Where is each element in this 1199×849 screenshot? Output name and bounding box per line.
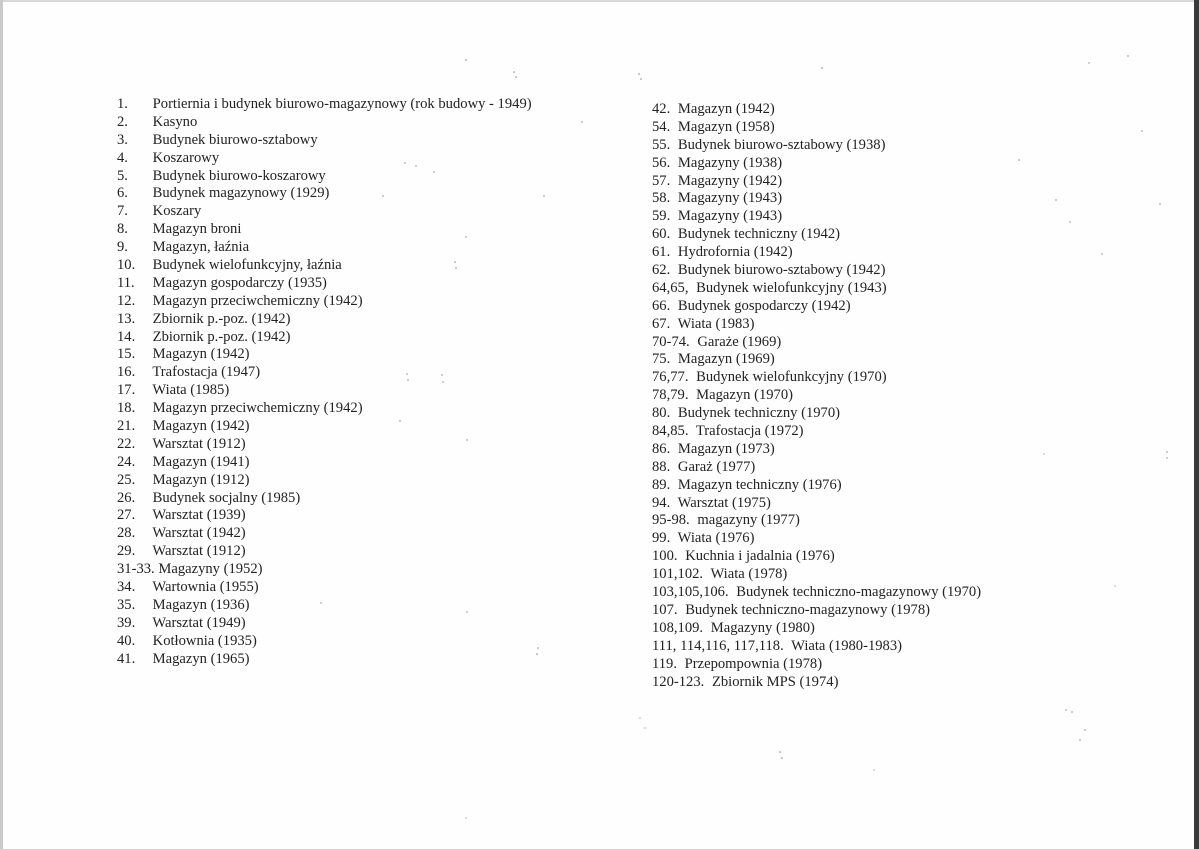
list-item (652, 119, 1032, 137)
list-item (117, 418, 597, 436)
item-description: Magazyny (1943) (677, 208, 783, 225)
list-item (652, 405, 1032, 423)
item-description: Magazyny (1943) (677, 190, 783, 207)
item-number: 17. (117, 382, 136, 399)
list-item (117, 525, 597, 543)
item-description: Budynek biurowo-koszarowy (152, 167, 326, 184)
list-item (652, 190, 1032, 208)
item-number: 107. (652, 601, 678, 618)
item-number: 2. (117, 113, 128, 130)
list-item (652, 423, 1032, 441)
item-description: Magazyn (1965) (152, 650, 250, 667)
item-number: 40. (117, 632, 136, 649)
item-description: Budynek magazynowy (1929) (152, 185, 330, 202)
item-description: Kuchnia i jadalnia (1976) (685, 548, 835, 565)
item-description: Magazyn (1912) (152, 471, 250, 488)
item-number: 9. (117, 239, 128, 256)
item-description: Wiata (1983) (677, 315, 755, 332)
list-item (652, 602, 1032, 620)
item-number: 103,105,106. (652, 584, 729, 601)
list-item (652, 548, 1032, 566)
item-description: Budynek wielofunkcyjny (1970) (696, 369, 887, 386)
item-description: Warsztat (1912) (152, 543, 246, 560)
building-list-left (117, 96, 597, 669)
list-item (117, 364, 597, 382)
item-description: Warsztat (1939) (152, 507, 246, 524)
item-description: Magazyn gospodarczy (1935) (152, 274, 327, 291)
item-description: Wiata (1985) (152, 382, 230, 399)
item-description: Hydrofornia (1942) (677, 244, 793, 261)
item-description: Magazyn (1936) (152, 596, 250, 613)
list-item (117, 579, 597, 597)
list-item (117, 221, 597, 239)
item-number: 64,65, (652, 279, 689, 296)
item-description: Wartownia (1955) (152, 579, 259, 596)
list-item (117, 150, 597, 168)
item-description: Magazyny (1942) (677, 172, 783, 189)
list-item (117, 472, 597, 490)
item-number: 25. (117, 471, 136, 488)
item-number: 35. (117, 596, 136, 613)
list-item (117, 543, 597, 561)
item-number: 12. (117, 292, 136, 309)
list-item (652, 656, 1032, 674)
item-number: 31-33. (117, 561, 155, 578)
list-item (652, 674, 1032, 692)
item-number: 88. (652, 458, 671, 475)
item-number: 111, 114,116, 117,118. (652, 637, 784, 654)
list-item (652, 334, 1032, 352)
item-number: 94. (652, 494, 671, 511)
item-number: 61. (652, 244, 671, 261)
list-item (652, 351, 1032, 369)
item-number: 99. (652, 530, 671, 547)
item-number: 27. (117, 507, 136, 524)
list-item (652, 137, 1032, 155)
item-number: 29. (117, 543, 136, 560)
item-description: Wiata (1976) (677, 530, 755, 547)
list-item (117, 346, 597, 364)
list-item (117, 96, 597, 114)
list-item (652, 584, 1032, 602)
item-description: Budynek wielofunkcyjny, łaźnia (152, 257, 342, 274)
item-description: Magazyn broni (152, 221, 242, 238)
item-description: Portiernia i budynek biurowo-magazynowy (rok budowy - 1949) (152, 96, 532, 112)
item-number: 18. (117, 400, 136, 417)
item-number: 70-74. (652, 333, 690, 350)
list-item (652, 101, 1032, 119)
item-description: Warsztat (1949) (152, 614, 246, 631)
item-description: Przepompownia (1978) (684, 655, 823, 672)
item-number: 22. (117, 435, 136, 452)
item-number: 89. (652, 476, 671, 493)
list-item (117, 651, 597, 669)
item-number: 41. (117, 650, 136, 667)
list-item (652, 495, 1032, 513)
item-description: Garaż (1977) (677, 458, 756, 475)
item-number: 14. (117, 328, 136, 345)
list-item (652, 280, 1032, 298)
item-number: 10. (117, 257, 136, 274)
item-description: Budynek biurowo-sztabowy (1938) (677, 136, 886, 153)
item-number: 55. (652, 136, 671, 153)
item-description: Koszary (152, 203, 202, 220)
item-description: Zbiornik MPS (1974) (711, 673, 839, 690)
list-item (652, 530, 1032, 548)
list-item (117, 311, 597, 329)
item-number: 42. (652, 101, 671, 117)
item-number: 108,109. (652, 619, 704, 636)
list-item (117, 561, 597, 579)
list-item (652, 244, 1032, 262)
item-number: 100. (652, 548, 678, 565)
item-number: 62. (652, 262, 671, 279)
list-item (652, 459, 1032, 477)
item-number: 16. (117, 364, 136, 381)
item-description: Trafostacja (1947) (152, 364, 261, 381)
item-description: Magazyn (1941) (152, 453, 250, 470)
item-number: 119. (652, 655, 677, 672)
item-number: 76,77. (652, 369, 689, 386)
list-item (117, 257, 597, 275)
item-number: 95-98. (652, 512, 690, 529)
item-number: 24. (117, 453, 136, 470)
item-description: Budynek techniczno-magazynowy (1970) (736, 584, 982, 601)
list-item (117, 275, 597, 293)
list-item (652, 298, 1032, 316)
list-item (117, 615, 597, 633)
item-number: 11. (117, 274, 135, 291)
item-number: 39. (117, 614, 136, 631)
list-item (117, 203, 597, 221)
item-description: Magazyn (1942) (152, 418, 250, 435)
item-number: 54. (652, 118, 671, 135)
item-description: Magazyn (1958) (677, 118, 775, 135)
list-item (652, 620, 1032, 638)
item-number: 84,85. (652, 423, 689, 440)
list-item (117, 490, 597, 508)
item-description: Budynek techniczny (1970) (677, 405, 841, 422)
list-item (652, 441, 1032, 459)
item-description: Zbiornik p.-poz. (1942) (152, 328, 291, 345)
list-item (652, 512, 1032, 530)
item-description: Magazyn (1942) (152, 346, 250, 363)
list-item (652, 208, 1032, 226)
list-item (117, 507, 597, 525)
item-description: Magazyn, łaźnia (152, 239, 250, 256)
list-item (652, 155, 1032, 173)
item-description: Magazyn techniczny (1976) (677, 476, 842, 493)
item-description: Zbiornik p.-poz. (1942) (152, 310, 291, 327)
item-number: 58. (652, 190, 671, 207)
item-description: Magazyny (1952) (158, 561, 263, 578)
item-description: magazyny (1977) (697, 512, 800, 529)
item-number: 59. (652, 208, 671, 225)
item-number: 7. (117, 203, 128, 220)
list-item (117, 293, 597, 311)
item-description: Warsztat (1942) (152, 525, 246, 542)
item-number: 57. (652, 172, 671, 189)
item-number: 28. (117, 525, 136, 542)
item-number: 67. (652, 315, 671, 332)
list-item (652, 477, 1032, 495)
list-item (652, 638, 1032, 656)
item-number: 86. (652, 440, 671, 457)
item-description: Budynek socjalny (1985) (152, 489, 301, 506)
item-number: 1. (117, 96, 128, 112)
item-description: Budynek biurowo-sztabowy (152, 131, 318, 148)
item-description: Wiata (1980-1983) (791, 637, 902, 654)
item-description: Magazyny (1938) (677, 154, 783, 171)
item-number: 80. (652, 405, 671, 422)
list-item (117, 382, 597, 400)
item-number: 78,79. (652, 387, 689, 404)
item-number: 56. (652, 154, 671, 171)
list-item (652, 566, 1032, 584)
list-item (652, 262, 1032, 280)
list-item (117, 329, 597, 347)
list-item (652, 226, 1032, 244)
item-description: Budynek biurowo-sztabowy (1942) (677, 262, 886, 279)
list-item (652, 387, 1032, 405)
item-number: 6. (117, 185, 128, 202)
item-number: 15. (117, 346, 136, 363)
item-number: 8. (117, 221, 128, 238)
item-number: 75. (652, 351, 671, 368)
list-item (117, 132, 597, 150)
list-item (652, 316, 1032, 334)
list-item (117, 185, 597, 203)
item-description: Budynek wielofunkcyjny (1943) (696, 279, 887, 296)
item-description: Kotłownia (1935) (152, 632, 257, 649)
item-description: Budynek techniczno-magazynowy (1978) (685, 601, 930, 618)
list-item (652, 173, 1032, 191)
item-description: Magazyn przeciwchemiczny (1942) (152, 292, 363, 309)
item-description: Magazyn (1942) (677, 101, 775, 117)
list-item (117, 400, 597, 418)
item-description: Magazyn (1973) (677, 440, 775, 457)
item-description: Warsztat (1912) (152, 435, 246, 452)
item-description: Magazyn (1970) (696, 387, 793, 404)
item-number: 120-123. (652, 673, 705, 690)
item-description: Kasyno (152, 113, 198, 130)
item-number: 34. (117, 579, 136, 596)
item-description: Garaże (1969) (697, 333, 782, 350)
item-description: Trafostacja (1972) (695, 423, 804, 440)
list-item (117, 239, 597, 257)
list-item (117, 597, 597, 615)
list-item (117, 633, 597, 651)
item-number: 60. (652, 226, 671, 243)
item-number: 66. (652, 297, 671, 314)
list-item (652, 369, 1032, 387)
item-number: 26. (117, 489, 136, 506)
item-description: Magazyn przeciwchemiczny (1942) (152, 400, 363, 417)
item-number: 4. (117, 149, 128, 166)
list-item (117, 436, 597, 454)
item-number: 21. (117, 418, 136, 435)
item-description: Koszarowy (152, 149, 220, 166)
item-number: 5. (117, 167, 128, 184)
item-number: 3. (117, 131, 128, 148)
item-description: Budynek gospodarczy (1942) (677, 297, 851, 314)
item-description: Warsztat (1975) (677, 494, 771, 511)
item-description: Budynek techniczny (1942) (677, 226, 841, 243)
item-description: Magazyny (1980) (710, 619, 815, 636)
list-item (117, 454, 597, 472)
building-list-right (652, 101, 1032, 691)
list-item (117, 114, 597, 132)
item-number: 13. (117, 310, 136, 327)
item-number: 101,102. (652, 566, 704, 583)
item-description: Wiata (1978) (710, 566, 788, 583)
list-item (117, 168, 597, 186)
item-description: Magazyn (1969) (677, 351, 775, 368)
